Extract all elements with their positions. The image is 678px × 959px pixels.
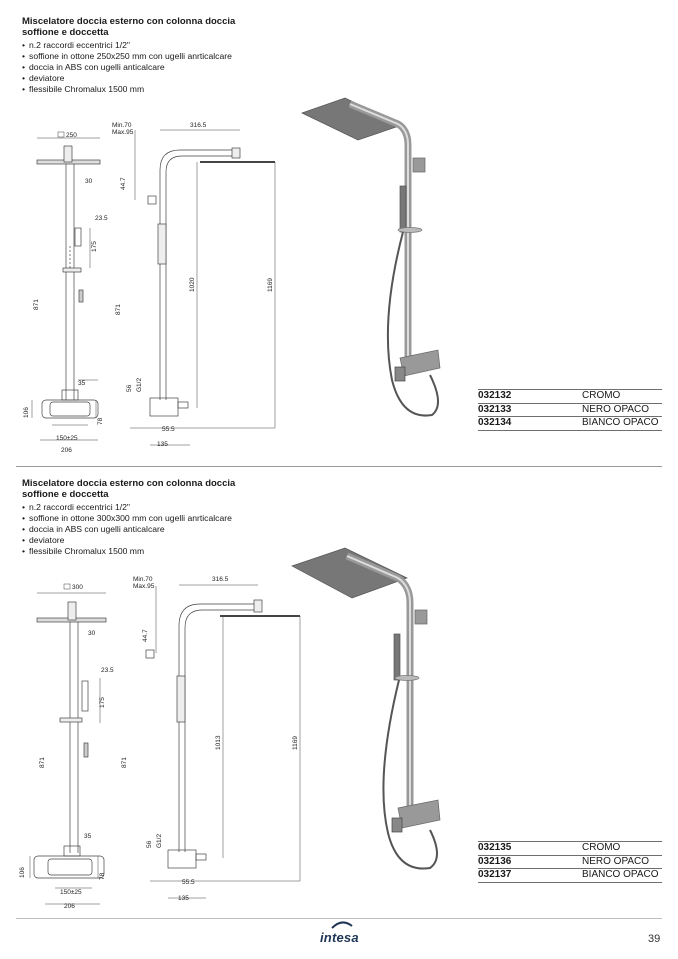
variant-code: 032132	[478, 390, 512, 401]
dim-body-height: 106	[19, 867, 26, 878]
variant-code: 032133	[478, 403, 512, 415]
variant-row	[478, 403, 662, 417]
variant-finish: CROMO	[582, 842, 621, 853]
product-title-line2: soffione e doccetta	[22, 27, 109, 38]
dim-width: 206	[64, 903, 75, 910]
variant-row	[478, 841, 662, 855]
dim-vert-3: 56	[146, 840, 153, 848]
product-image	[292, 548, 440, 869]
dim-arm-max: Max.95	[112, 129, 134, 136]
dim-thread: G1/2	[156, 833, 163, 848]
feature-item: • doccia in ABS con ugelli anticalcare	[22, 62, 232, 73]
dim-conn-height: 44.7	[120, 177, 127, 190]
product-title-line1: Miscelatore doccia esterno con colonna doccia	[22, 478, 236, 489]
dim-vert-1: 1013	[215, 735, 222, 750]
dim-arm-min: Min.70	[133, 576, 153, 583]
dim-35: 35	[84, 833, 92, 840]
dim-pipe: 30	[85, 178, 93, 185]
product-image	[302, 98, 440, 416]
variant-table	[478, 389, 662, 431]
variant-code: 032136	[478, 855, 512, 867]
product-section-2	[0, 468, 678, 918]
section-divider	[16, 466, 662, 467]
feature-item: • soffione in ottone 300x300 mm con ugelli anrticalcare	[22, 513, 232, 524]
variant-table	[478, 841, 662, 883]
variant-finish: NERO OPACO	[582, 403, 650, 415]
front-view-labels	[23, 132, 108, 454]
variant-code: 032134	[478, 417, 512, 428]
page-number: 39	[648, 933, 661, 945]
dim-vert-1: 1020	[189, 277, 196, 292]
variant-finish: CROMO	[582, 390, 621, 401]
dim-reach: 316.5	[190, 122, 207, 129]
dim-hand-len: 175	[91, 241, 98, 252]
feature-item: • n.2 raccordi eccentrici 1/2"	[22, 40, 232, 51]
feature-item: • deviatore	[22, 535, 232, 546]
product-title-line1: Miscelatore doccia esterno con colonna doccia	[22, 16, 236, 27]
dim-column: 871	[39, 757, 46, 768]
dim-centers: 150±25	[60, 889, 82, 896]
product-section-1	[0, 0, 678, 468]
feature-item: • deviatore	[22, 73, 232, 84]
variant-row	[478, 855, 662, 869]
dim-column: 871	[33, 299, 40, 310]
dim-width: 206	[61, 447, 72, 454]
dim-35: 35	[78, 380, 86, 387]
footer-divider	[16, 918, 662, 919]
dim-body-height: 106	[23, 407, 30, 418]
variant-row	[478, 389, 662, 403]
product-title-line2: soffione e doccetta	[22, 489, 109, 500]
dim-arm-min: Min.70	[112, 122, 132, 129]
brand-logo: intesa	[320, 930, 359, 945]
variant-code: 032137	[478, 869, 512, 880]
feature-item: • n.2 raccordi eccentrici 1/2"	[22, 502, 232, 513]
dim-depth-135: 135	[157, 441, 168, 448]
dim-column-side: 871	[121, 757, 128, 768]
variant-row	[478, 868, 662, 883]
side-view	[130, 130, 275, 445]
dim-vert-2: 1169	[267, 278, 274, 292]
dim-reach: 316.5	[212, 576, 229, 583]
dim-hand-square: 23.5	[95, 215, 108, 222]
side-view	[146, 585, 300, 898]
side-view-labels	[112, 122, 274, 448]
brand-logo-icon	[330, 920, 354, 930]
dim-centers: 150±25	[56, 435, 78, 442]
dim-column-side: 871	[115, 304, 122, 315]
feature-item: • flessibile Chromalux 1500 mm	[22, 84, 232, 95]
side-view-labels	[121, 576, 299, 902]
front-view-labels	[19, 584, 114, 910]
feature-item: • soffione in ottone 250x250 mm con ugelli anrticalcare	[22, 51, 232, 62]
dim-hand-len: 175	[99, 697, 106, 708]
dim-head: 250	[66, 132, 77, 139]
variant-row	[478, 416, 662, 431]
dim-depth-555: 55.5	[182, 879, 195, 886]
dim-depth-135: 135	[178, 895, 189, 902]
variant-finish: NERO OPACO	[582, 855, 650, 867]
variant-code: 032135	[478, 842, 512, 853]
dim-hand-square: 23.5	[101, 667, 114, 674]
dim-pipe: 30	[88, 630, 96, 637]
dim-conn-height: 44.7	[142, 629, 149, 642]
dim-head: 300	[72, 584, 83, 591]
dim-78: 78	[99, 872, 106, 880]
feature-item: • doccia in ABS con ugelli anticalcare	[22, 524, 232, 535]
front-view	[30, 593, 106, 904]
dim-vert-2: 1169	[292, 736, 299, 750]
feature-item: • flessibile Chromalux 1500 mm	[22, 546, 232, 557]
dim-78: 78	[97, 417, 104, 425]
dim-arm-max: Max.95	[133, 583, 155, 590]
dim-depth-555: 55.5	[162, 426, 175, 433]
variant-finish: BIANCO OPACO	[582, 869, 659, 880]
dim-thread: G1/2	[136, 377, 143, 392]
variant-finish: BIANCO OPACO	[582, 417, 659, 428]
dim-vert-3: 56	[126, 384, 133, 392]
